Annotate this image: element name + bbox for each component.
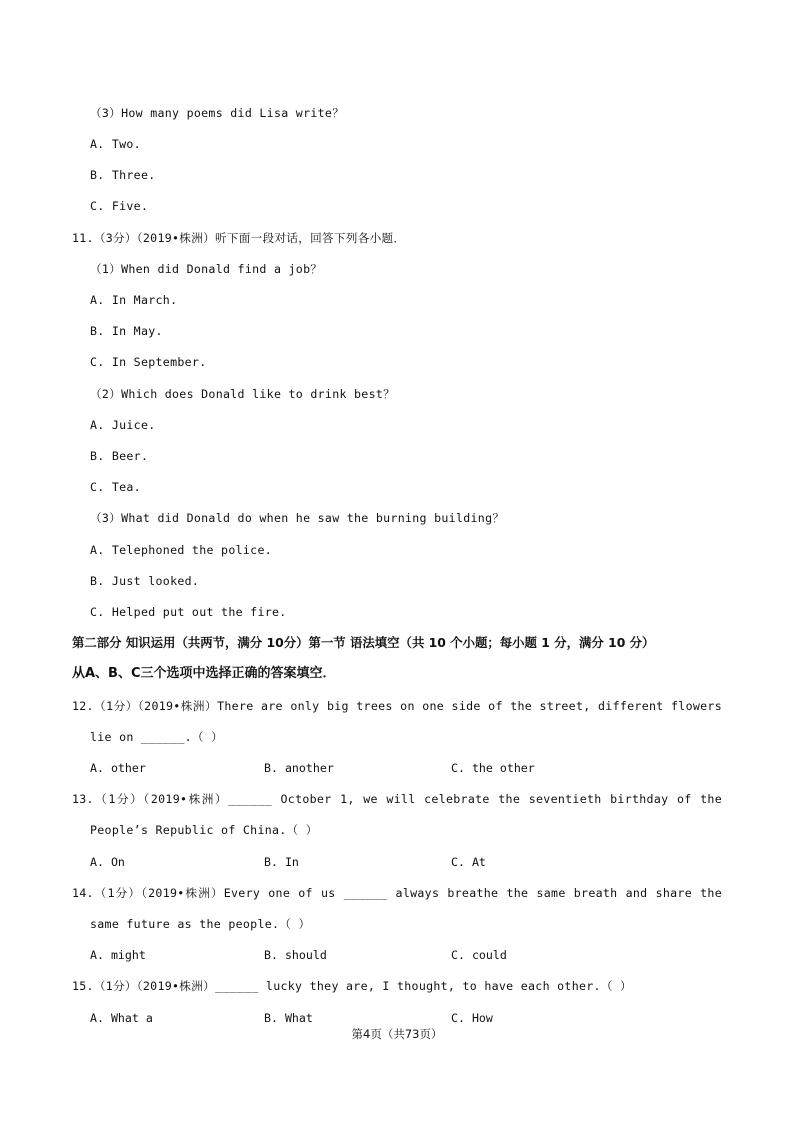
q13-stem-line1: 13.（1分）（2019•株洲）______ October 1, we will celebrate the seventieth birthday of the <box>72 792 722 806</box>
q11-sub2-option-b: B. Beer. <box>90 449 149 463</box>
q15-option-b: B. What <box>264 1011 313 1025</box>
q15-stem: 15.（1分）（2019•株洲）______ lucky they are, I thought, to have each other.（ ） <box>72 979 632 993</box>
q12-option-b: B. another <box>264 761 334 775</box>
q14-stem-line2: same future as the people.（ ） <box>90 917 311 931</box>
q11-sub3-option-b: B. Just looked. <box>90 574 200 588</box>
q12-stem-line1: 12.（1分）（2019•株洲）There are only big trees on one side of the street, different flowers <box>72 699 722 713</box>
q10-sub3-option-a: A. Two. <box>90 137 141 151</box>
q11-sub3-option-a: A. Telephoned the police. <box>90 543 273 557</box>
q11-sub3-option-c: C. Helped put out the fire. <box>90 605 287 619</box>
q14-option-c: C. could <box>451 948 507 962</box>
q11-stem: 11.（3分）（2019•株洲）听下面一段对话，回答下列各小题． <box>72 231 406 245</box>
q11-sub1-option-b: B. In May. <box>90 324 163 338</box>
q11-sub1-question: （1）When did Donald find a job？ <box>90 262 323 276</box>
q10-sub3-question: （3）How many poems did Lisa write？ <box>90 106 345 120</box>
q10-sub3-option-c: C. Five. <box>90 199 149 213</box>
q12-stem-line2: lie on ______.（ ） <box>90 730 223 744</box>
page-number-footer: 第4页（共73页） <box>351 1027 443 1041</box>
q11-sub2-option-c: C. Tea. <box>90 480 141 494</box>
section-heading: 第二部分 知识运用（共两节，满分 10分）第一节 语法填空（共 10 个小题；每小题 1 分，满分 10 分） <box>72 635 655 650</box>
q12-option-c: C. the other <box>451 761 535 775</box>
q11-sub1-option-a: A. In March. <box>90 293 178 307</box>
q14-stem-line1: 14.（1分）（2019•株洲）Every one of us ______ always breathe the same breath and share the <box>72 886 722 900</box>
q13-option-c: C. At <box>451 855 486 869</box>
q11-sub3-question: （3）What did Donald do when he saw the burning building？ <box>90 511 505 525</box>
q11-sub2-option-a: A. Juice. <box>90 418 156 432</box>
q11-sub2-question: （2）Which does Donald like to drink best？ <box>90 387 396 401</box>
section-instruction: 从A、B、C三个选项中选择正确的答案填空． <box>72 666 336 681</box>
q15-option-a: A. What a <box>90 1011 153 1025</box>
q10-sub3-option-b: B. Three. <box>90 168 156 182</box>
q11-sub1-option-c: C. In September. <box>90 355 207 369</box>
q12-option-a: A. other <box>90 761 146 775</box>
q13-stem-line2: People’s Republic of China.（ ） <box>90 823 318 837</box>
q14-option-a: A. might <box>90 948 146 962</box>
q15-option-c: C. How <box>451 1011 493 1025</box>
q13-option-a: A. On <box>90 855 125 869</box>
q14-option-b: B. should <box>264 948 327 962</box>
q13-option-b: B. In <box>264 855 299 869</box>
